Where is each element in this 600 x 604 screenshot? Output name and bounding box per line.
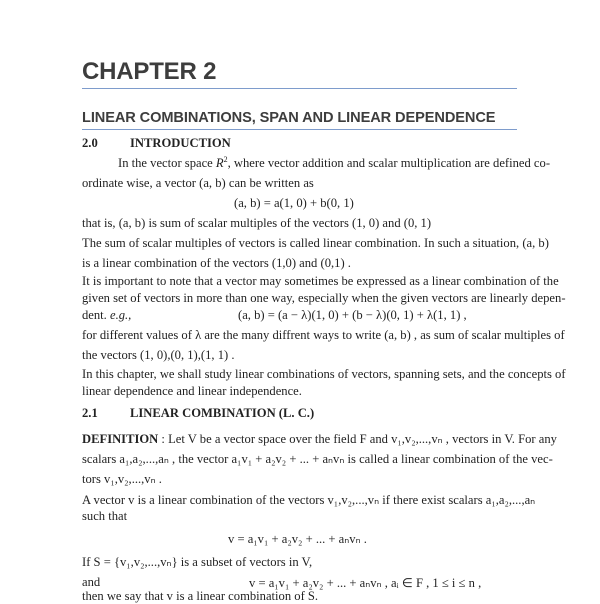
lc-def-line3: tors v₁,v₂,...,vₙ . <box>82 472 162 486</box>
intro-p1-line2: ordinate wise, a vector (a, b) can be written as <box>82 176 314 190</box>
intro-p4-line3 <box>82 308 131 323</box>
lc-p2-and: and <box>82 575 101 589</box>
lc-p2-line3: then we say that v is a linear combination of S. <box>82 589 319 603</box>
equation-1: (a, b) = a(1, 0) + b(0, 1) <box>234 196 354 210</box>
math-R: R <box>215 156 224 170</box>
chapter-rule <box>82 88 517 89</box>
chapter-title: CHAPTER 2 <box>82 58 217 85</box>
section-title: LINEAR COMBINATIONS, SPAN AND LINEAR DEPENDENCE <box>82 110 496 126</box>
intro-p6-line1: In this chapter, we shall study linear combinations of vectors, spanning sets, and the concepts of <box>82 367 566 381</box>
lc-number: 2.1 <box>82 406 98 420</box>
intro-p3-line1: The sum of scalar multiples of vectors is called linear combination. In such a situation, (a, b) <box>82 236 549 250</box>
equation-4: v = a₁v₁ + a₂v₂ + ... + aₙvₙ , aᵢ ∈ F , 1 ≤ i ≤ n , <box>249 576 482 590</box>
text: , where vector addition and scalar multiplication are defined co- <box>227 156 551 170</box>
intro-p4-line1: It is important to note that a vector may sometimes be expressed as a linear combination of the <box>82 274 559 288</box>
lc-p1-line1: A vector v is a linear combination of the vectors v₁,v₂,...,vₙ if there exist scalars a₁,a₂,...,aₙ <box>82 493 536 507</box>
intro-heading <box>82 136 231 151</box>
text-eg: e.g., <box>109 308 132 322</box>
intro-p2: that is, (a, b) is sum of scalar multiples of the vectors (1, 0) and (0, 1) <box>82 216 432 230</box>
intro-p1-line1 <box>118 156 550 171</box>
intro-p5-line1: for different values of λ are the many diffrent ways to write (a, b) , as sum of scalar multiples of <box>82 328 565 342</box>
lc-p2-line1: If S = {v₁,v₂,...,vₙ} is a subset of vectors in V, <box>82 555 313 569</box>
section-rule <box>82 129 517 130</box>
intro-title: INTRODUCTION <box>130 136 231 150</box>
intro-p5-line2: the vectors (1, 0),(0, 1),(1, 1) . <box>82 348 235 362</box>
lc-title: LINEAR COMBINATION (L. C.) <box>130 406 315 420</box>
equation-2: (a, b) = (a − λ)(1, 0) + (b − λ)(0, 1) + λ(1, 1) , <box>238 308 467 322</box>
lc-def-line1 <box>82 431 557 447</box>
text: : Let V be a vector space over the field F and v₁,v₂,...,vₙ , vectors in V. For any <box>158 432 557 446</box>
text: In the vector space <box>118 156 216 170</box>
definition-label: DEFINITION <box>82 432 159 446</box>
intro-p6-line2: linear dependence and linear independence. <box>82 384 302 398</box>
equation-3: v = a₁v₁ + a₂v₂ + ... + aₙvₙ . <box>228 532 367 546</box>
math-sup: 2 <box>223 155 228 164</box>
lc-p1-line2: such that <box>82 509 128 523</box>
text: dent. <box>82 308 110 322</box>
intro-number: 2.0 <box>82 136 98 150</box>
intro-p3-line2: is a linear combination of the vectors (1,0) and (0,1) . <box>82 256 351 270</box>
intro-p4-line2: given set of vectors in more than one way, especially when the given vectors are linearly depen- <box>82 291 566 305</box>
lc-def-line2: scalars a₁,a₂,...,aₙ , the vector a₁v₁ + a₂v₂ + ... + aₙvₙ is called a linear combination of the vec- <box>82 452 553 466</box>
lc-heading <box>82 406 314 421</box>
